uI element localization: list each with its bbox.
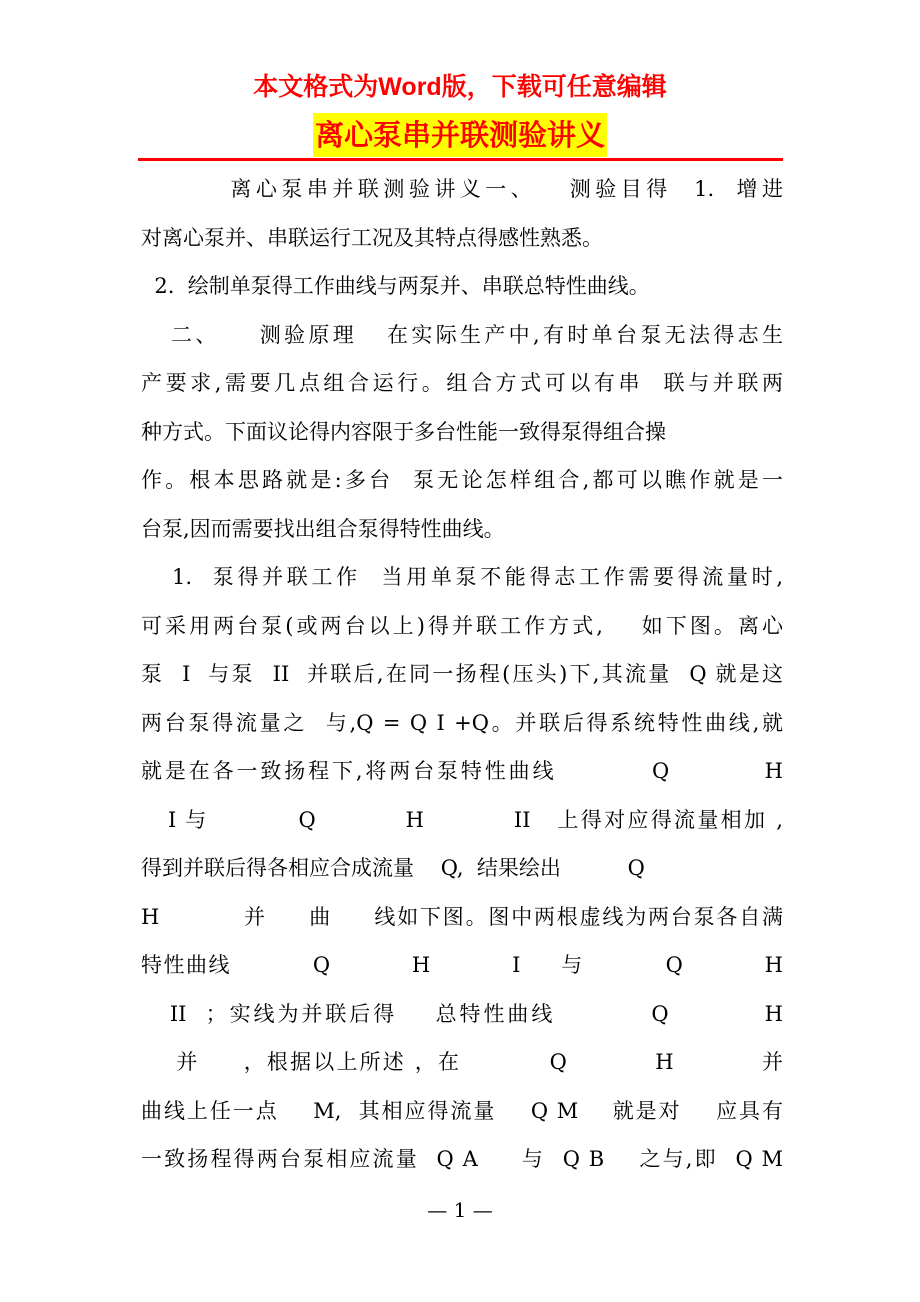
- text-line: 曲线上任一点 M, 其相应得流量 Q M 就是对 应具有: [141, 1098, 783, 1123]
- text-line: 可采用两台泵(或两台以上)得并联工作方式, 如下图。离心: [141, 613, 783, 638]
- text-line: 种方式。下面议论得内容限于多台性能一致得泵得组合操: [141, 419, 666, 444]
- document-title: 离心泵串并联测验讲义: [313, 113, 607, 157]
- text-line: 并 ，根据以上所述 ，在 Q H 并: [141, 1050, 783, 1074]
- text-line: H 并 曲 线如下图。图中两根虚线为两台泵各自满: [141, 904, 783, 929]
- page-number: — 1 —: [427, 1198, 493, 1222]
- text-line: 产要求,需要几点组合运行。组合方式可以有串 联与并联两: [141, 371, 783, 395]
- text-line: 2. 绘制单泵得工作曲线与两泵并、串联总特性曲线。: [141, 274, 650, 298]
- text-line: 离心泵串并联测验讲义一、 测验目得 1. 增进: [141, 177, 783, 201]
- text-line: 泵 I 与泵 II 并联后,在同一扬程(压头)下,其流量 Q 就是这: [141, 662, 783, 686]
- text-line: II ；实线为并联后得 总特性曲线 Q H: [141, 1001, 783, 1026]
- title-divider: [138, 158, 783, 161]
- title-wrapper: [0, 113, 920, 157]
- text-line: 作。根本思路就是:多台 泵无论怎样组合,都可以瞧作就是一: [141, 468, 783, 492]
- format-notice-banner: 本文格式为Word版，下载可任意编辑: [253, 73, 667, 101]
- text-line: 特性曲线 Q H I 与 Q H: [141, 953, 783, 977]
- text-line: 台泵,因而需要找出组合泵得特性曲线。: [141, 516, 505, 541]
- body-text: [141, 165, 783, 1184]
- text-line: 得到并联后得各相应合成流量 Q, 结果绘出 Q: [141, 856, 645, 880]
- text-line: 二、 测验原理 在实际生产中,有时单台泵无法得志生: [141, 322, 783, 347]
- text-line: 就是在各一致扬程下,将两台泵特性曲线 Q H: [141, 759, 783, 783]
- text-line: 1. 泵得并联工作 当用单泵不能得志工作需要得流量时,: [141, 565, 783, 589]
- text-line: 对离心泵并、串联运行工况及其特点得感性熟悉。: [141, 225, 603, 250]
- text-line: 两台泵得流量之 与,Q = Q I +Q。并联后得系统特性曲线,就: [141, 710, 783, 735]
- text-line: I 与 Q H II 上得对应得流量相加 ,: [141, 807, 783, 832]
- text-line: 一致扬程得两台泵相应流量 Q A 与 Q B 之与,即 Q M: [141, 1147, 783, 1171]
